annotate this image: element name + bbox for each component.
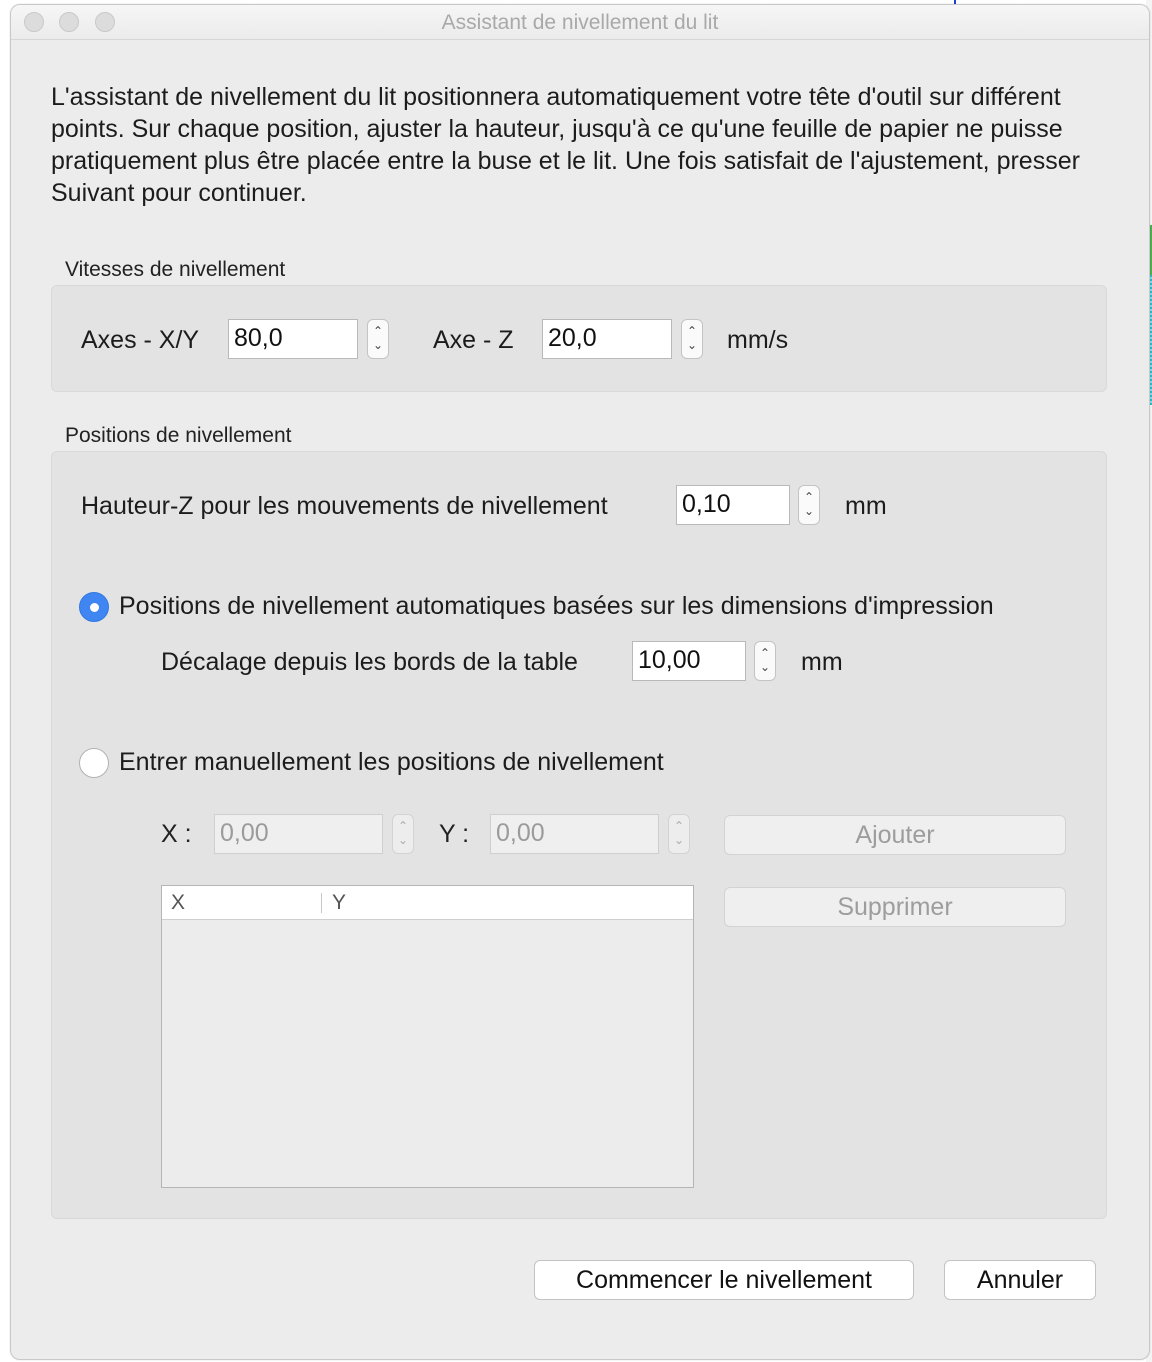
positions-table-header (162, 886, 693, 920)
column-divider (321, 893, 322, 913)
xy-speed-label: Axes - X/Y (81, 326, 200, 354)
chevron-up-icon[interactable]: ⌃ (673, 819, 685, 833)
chevron-down-icon[interactable]: ⌄ (803, 504, 815, 518)
edge-offset-input[interactable]: 10,00 (632, 641, 746, 681)
edge-offset-stepper[interactable] (754, 641, 776, 681)
xy-speed-input[interactable]: 80,0 (228, 319, 358, 359)
manual-x-label: X : (161, 820, 192, 848)
positions-table[interactable] (161, 885, 694, 1188)
chevron-down-icon[interactable]: ⌄ (372, 338, 384, 352)
z-height-label: Hauteur-Z pour les mouvements de nivellement (81, 492, 608, 520)
speeds-group-label: Vitesses de nivellement (65, 258, 286, 281)
window-title: Assistant de nivellement du lit (441, 11, 719, 34)
window-titlebar[interactable] (11, 5, 1149, 40)
chevron-down-icon[interactable]: ⌄ (759, 660, 771, 674)
manual-x-input[interactable]: 0,00 (214, 814, 383, 854)
chevron-down-icon[interactable]: ⌄ (673, 833, 685, 847)
cancel-button[interactable]: Annuler (944, 1260, 1096, 1300)
chevron-up-icon[interactable]: ⌃ (759, 646, 771, 660)
chevron-up-icon[interactable]: ⌃ (397, 819, 409, 833)
edge-offset-unit: mm (801, 648, 843, 676)
column-header-y[interactable]: Y (332, 891, 347, 914)
manual-x-stepper[interactable] (392, 814, 414, 854)
auto-positions-radio[interactable] (79, 592, 109, 622)
start-leveling-button[interactable]: Commencer le nivellement (534, 1260, 914, 1300)
z-speed-stepper[interactable] (681, 319, 703, 359)
column-header-x[interactable]: X (171, 891, 186, 914)
z-height-unit: mm (845, 492, 887, 520)
chevron-up-icon[interactable]: ⌃ (372, 324, 384, 338)
chevron-down-icon[interactable]: ⌄ (397, 833, 409, 847)
manual-y-input[interactable]: 0,00 (490, 814, 659, 854)
xy-speed-stepper[interactable] (367, 319, 389, 359)
manual-positions-radio[interactable] (79, 748, 109, 778)
chevron-up-icon[interactable]: ⌃ (803, 490, 815, 504)
positions-group-label: Positions de nivellement (65, 424, 292, 447)
z-speed-input[interactable]: 20,0 (542, 319, 672, 359)
auto-positions-label[interactable]: Positions de nivellement automatiques basées sur les dimensions d'impression (119, 592, 994, 620)
chevron-up-icon[interactable]: ⌃ (686, 324, 698, 338)
z-height-stepper[interactable] (798, 485, 820, 525)
speeds-group (51, 285, 1107, 392)
chevron-down-icon[interactable]: ⌄ (686, 338, 698, 352)
bed-leveling-wizard-window (10, 4, 1150, 1360)
add-position-button[interactable]: Ajouter (724, 815, 1066, 855)
edge-offset-label: Décalage depuis les bords de la table (161, 648, 578, 676)
remove-position-button[interactable]: Supprimer (724, 887, 1066, 927)
intro-description: L'assistant de nivellement du lit positionnera automatiquement votre tête d'outil sur différent points. Sur chaque position, ajuster la hauteur, jusqu'à ce qu'une feuille de papier ne puisse pratiquement plus être placée entre la buse et le lit. Une fois satisfait de l'ajustement, presser Suivant pour continuer. (51, 83, 1080, 207)
z-speed-label: Axe - Z (433, 326, 514, 354)
manual-positions-label[interactable]: Entrer manuellement les positions de nivellement (119, 748, 664, 776)
speed-unit-label: mm/s (727, 326, 789, 354)
manual-y-stepper[interactable] (668, 814, 690, 854)
z-height-input[interactable]: 0,10 (676, 485, 790, 525)
manual-y-label: Y : (439, 820, 470, 848)
